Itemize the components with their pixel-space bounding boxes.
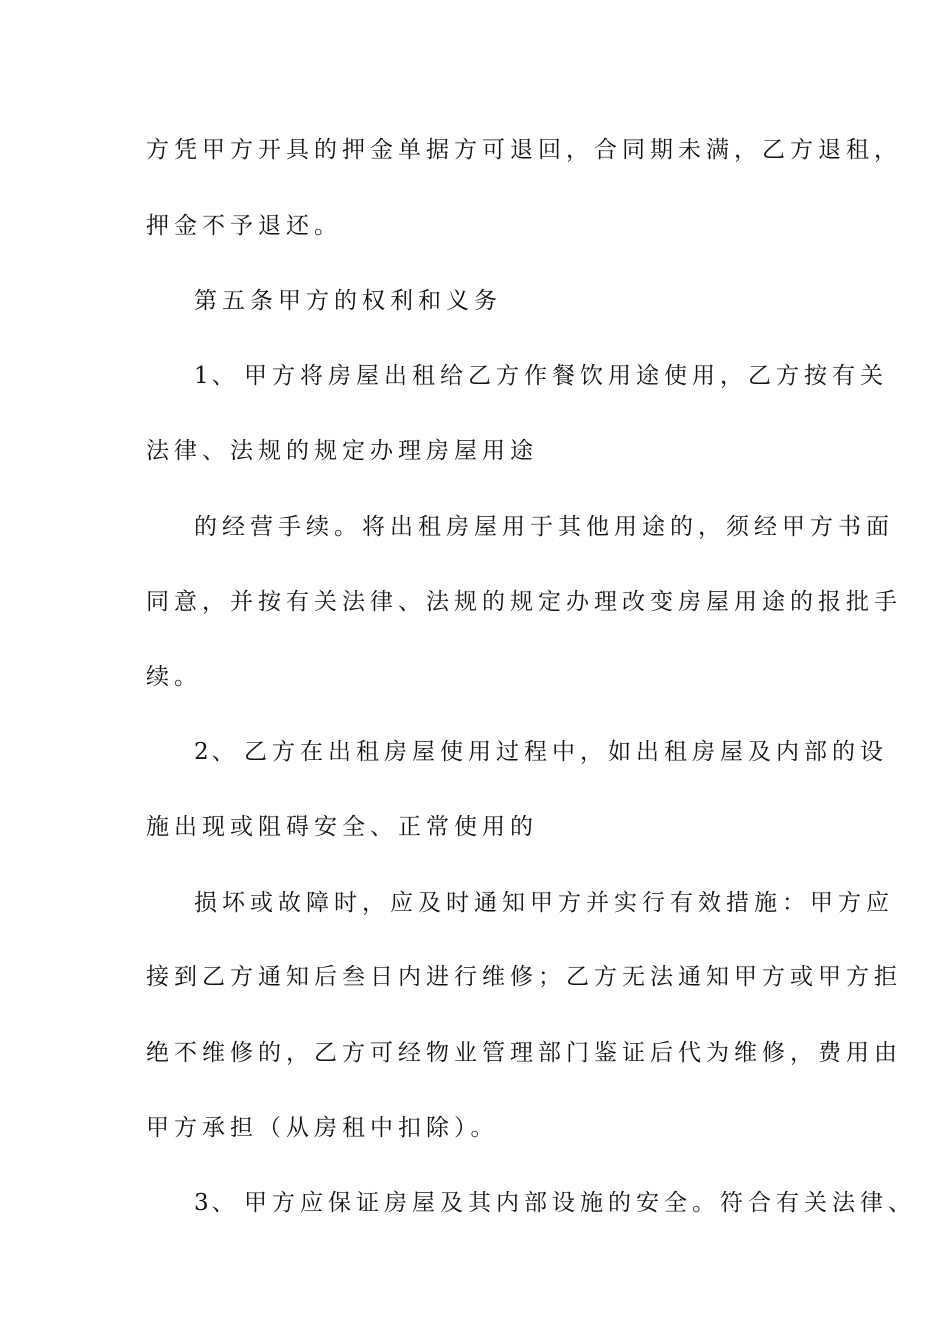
paragraph-line: 的经营手续。将出租房屋用于其他用途的，须经甲方书面 — [194, 514, 894, 540]
numbered-item-1 — [194, 356, 888, 396]
paragraph-line: 损坏或故障时，应及时通知甲方并实行有效措施：甲方应 — [194, 890, 894, 916]
numbered-item-3 — [194, 1183, 934, 1223]
paragraph-line: 续。 — [146, 664, 202, 690]
paragraph-line: 接到乙方通知后叁日内进行维修；乙方无法通知甲方或甲方拒 — [146, 964, 902, 990]
section-heading: 第五条甲方的权利和义务 — [194, 288, 502, 314]
numbered-item-2 — [194, 732, 888, 772]
paragraph-line: 绝不维修的，乙方可经物业管理部门鉴证后代为维修，费用由 — [146, 1040, 902, 1066]
paragraph-line: 法律、法规的规定办理房屋用途 — [146, 438, 538, 464]
paragraph-line: 同意，并按有关法律、法规的规定办理改变房屋用途的报批手 — [146, 589, 902, 615]
paragraph-line: 方凭甲方开具的押金单据方可退回，合同期未满，乙方退租， — [146, 137, 902, 163]
paragraph-line: 施出现或阻碍安全、正常使用的 — [146, 814, 538, 840]
item-text: 甲方应保证房屋及其内部设施的安全。符合有关法律、 — [244, 1190, 916, 1216]
item-text: 甲方将房屋出租给乙方作餐饮用途使用，乙方按有关 — [244, 363, 888, 389]
paragraph-line: 甲方承担（从房租中扣除）。 — [146, 1115, 499, 1141]
item-number: 2、 — [194, 739, 238, 765]
item-number: 1、 — [194, 363, 238, 389]
item-text: 乙方在出租房屋使用过程中，如出租房屋及内部的设 — [244, 739, 888, 765]
paragraph-line: 押金不予退还。 — [146, 213, 342, 239]
item-number: 3、 — [194, 1190, 238, 1216]
